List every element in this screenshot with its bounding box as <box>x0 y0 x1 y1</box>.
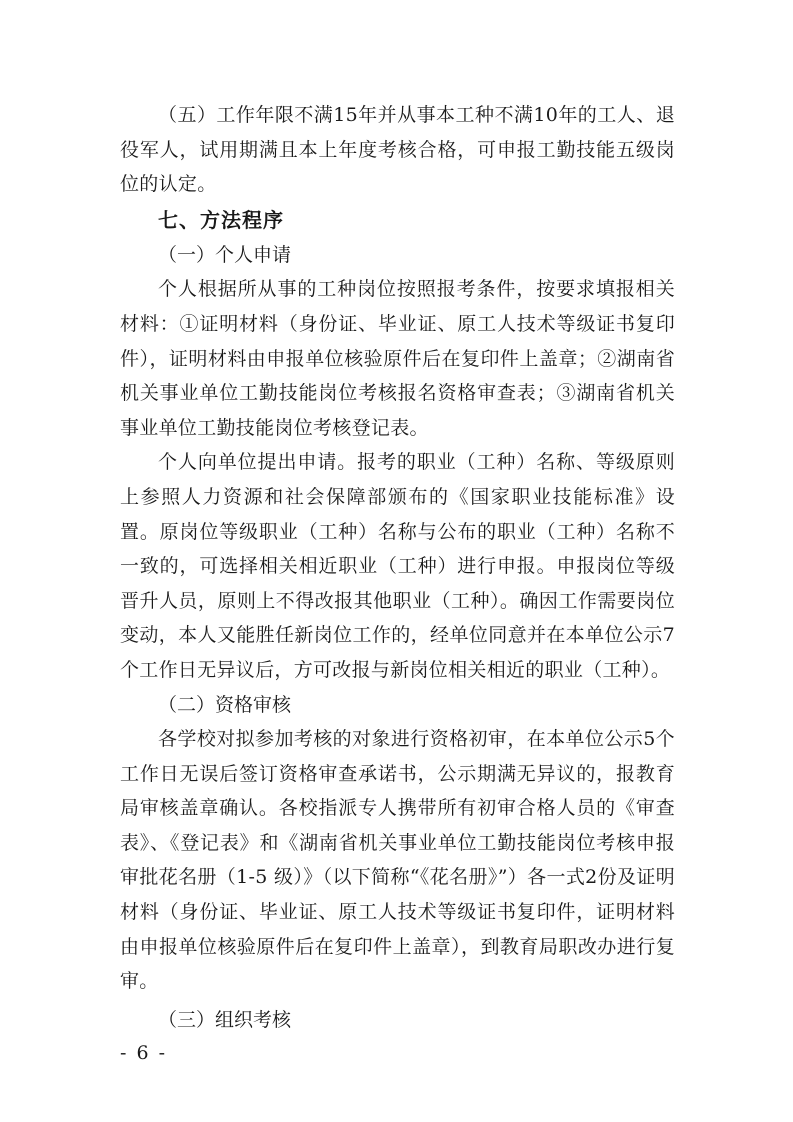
paragraph-review-process: 各学校对拟参加考核的对象进行资格初审，在本单位公示5个工作日无误后签订资格审查承诺书，公示期满无异议的，报教育局审核盖章确认。各校指派专人携带所有初审合格人员的《审查表》、《登记表》和《湖南省机关事业单位工勤技能岗位考核申报审批花名册（1-5 级）》（以下简称“《花名册》”）各一式2份及证明材料（身份证、毕业证、原工人技术等级证书复印件，证明材料由申报单位核验原件后在复印件上盖章），到教育局职改办进行复审。 <box>120 728 675 993</box>
section-heading-methods: 七、方法程序 <box>158 207 284 232</box>
paragraph-application-materials: 个人根据所从事的工种岗位按照报考条件，按要求填报相关材料：①证明材料（身份证、毕业证、原工人技术等级证书复印件），证明材料由申报单位核验原件后在复印件上盖章；②湖南省机关事业单位工勤技能岗位考核报名资格审查表；③湖南省机关事业单位工勤技能岗位考核登记表。 <box>120 278 675 439</box>
paragraph-application-process: 个人向单位提出申请。报考的职业（工种）名称、等级原则上参照人力资源和社会保障部颁布的《国家职业技能标准》设置。原岗位等级职业（工种）名称与公布的职业（工种）名称不一致的，可选择相关相近职业（工种）进行申报。申报岗位等级晋升人员，原则上不得改报其他职业（工种）。确因工作需要岗位变动，本人又能胜任新岗位工作的，经单位同意并在本单位公示7个工作日无异议后，方可改报与新岗位相关相近的职业（工种）。 <box>120 451 675 681</box>
subheading-qualification-review: （二）资格审核 <box>158 693 292 716</box>
subheading-personal-application: （一）个人申请 <box>158 243 292 266</box>
page-number: - 6 - <box>120 1042 168 1064</box>
subheading-organize-assessment: （三）组织考核 <box>158 1008 292 1031</box>
document-body <box>120 98 675 1037</box>
paragraph-condition-5: （五）工作年限不满15年并从事本工种不满10年的工人、退役军人，试用期满且本上年度考核合格，可申报工勤技能五级岗位的认定。 <box>120 104 675 196</box>
